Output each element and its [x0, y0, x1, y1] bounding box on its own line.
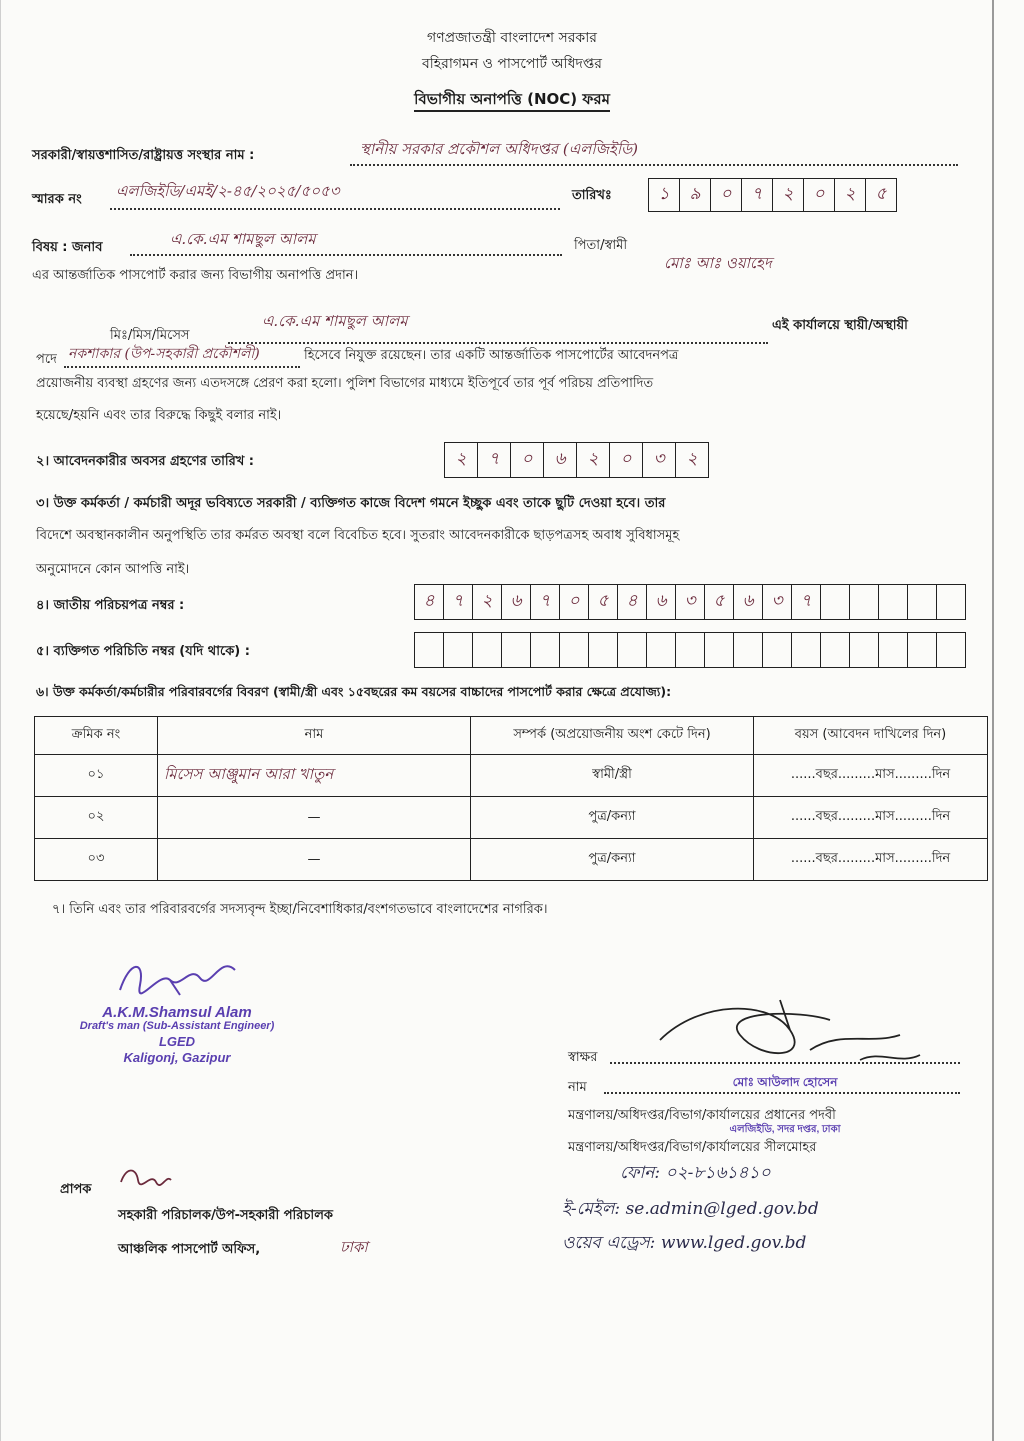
digit-box: ০ — [560, 585, 589, 619]
header-line-2: বহিরাগমন ও পাসপোর্ট অধিদপ্তর — [421, 56, 603, 72]
designation-label: মন্ত্রণালয়/অধিদপ্তর/বিভাগ/কার্যালয়ের প্রধানের পদবী — [568, 1108, 836, 1123]
digit-box: ৩ — [643, 443, 676, 477]
sign-dots — [610, 1062, 960, 1064]
digit-box — [531, 633, 560, 667]
header-line-1: গণপ্রজাতন্ত্রী বাংলাদেশ সরকার — [427, 30, 597, 46]
post-dots — [64, 366, 300, 368]
family-table — [34, 716, 988, 881]
seal-stamp-org: এলজিইডি, সদর দপ্তর, ঢাকা — [729, 1124, 841, 1135]
email: ই-মেইল: se.admin@lged.gov.bd — [562, 1199, 819, 1219]
item2-label: ২। আবেদনকারীর অবসর গ্রহণের তারিখ : — [36, 454, 254, 469]
row-serial: ০২ — [35, 797, 158, 839]
digit-box — [792, 633, 821, 667]
row-name: — — [158, 797, 471, 839]
table-row — [35, 797, 988, 839]
row-relation: স্বামী/স্ত্রী — [471, 755, 754, 797]
father-label: পিতা/স্বামী — [574, 238, 628, 253]
digit-box: ৩ — [676, 585, 705, 619]
digit-box — [705, 633, 734, 667]
digit-box — [560, 633, 589, 667]
page-edge — [0, 0, 1, 1441]
item7: ৭। তিনি এবং তার পরিবারবর্গের সদস্যবৃন্দ ইচ্ছা/নিবেশাধিকার/বংশগতভাবে বাংলাদেশের নাগরিক। — [52, 902, 548, 917]
digit-box: ০ — [511, 443, 544, 477]
digit-box: ৭ — [478, 443, 511, 477]
left-stamp-name: A.K.M.Shamsul Alam — [102, 1004, 252, 1021]
memo-dots — [110, 208, 560, 210]
digit-box — [850, 633, 879, 667]
digit-box — [937, 585, 965, 619]
name-label: নাম — [568, 1080, 587, 1095]
digit-box — [879, 633, 908, 667]
para1-dots — [228, 342, 768, 344]
memo-value: এলজিইডি/এমই/২-৪৫/২০২৫/৫০৫৩ — [116, 182, 340, 200]
page-edge — [992, 0, 994, 1441]
digit-box: ২ — [686, 449, 698, 469]
digit-box — [821, 585, 850, 619]
row-age: ......বছর.........মাস.........দিন — [754, 755, 988, 797]
digit-box — [676, 633, 705, 667]
subject-dots — [130, 254, 562, 256]
subject-name: এ.কে.এম শামছুল আলম — [170, 230, 316, 248]
nid-boxes — [414, 584, 966, 620]
col-serial: ক্রমিক নং — [35, 717, 158, 755]
digit-box: ০ — [610, 443, 643, 477]
para1-line3: প্রয়োজনীয় ব্যবস্থা গ্রহণের জন্য এতদসঙ্গে প্রেরণ করা হলো। পুলিশ বিভাগের মাধ্যমে ইতিপূর্বে তার পূর্ব পরিচয় প্রতিপাদিত — [36, 376, 654, 391]
digit-box: ০ — [804, 179, 835, 211]
digit-box — [937, 633, 965, 667]
right-signature — [640, 990, 940, 1080]
retirement-date-boxes — [444, 442, 709, 478]
web-address: ওয়েব এড্রেস: www.lged.gov.bd — [562, 1233, 807, 1253]
para1-suffix: এই কার্যালয়ে স্থায়ী/অস্থায়ী — [772, 318, 908, 333]
table-row — [35, 755, 988, 797]
left-stamp-org: LGED — [158, 1034, 196, 1049]
digit-box: ৫ — [705, 585, 734, 619]
phone: ফোন: ০২-৮১৬১৪১০ — [620, 1163, 771, 1183]
digit-box — [879, 585, 908, 619]
recipient-line-1: সহকারী পরিচালক/উপ-সহকারী পরিচালক — [118, 1208, 333, 1223]
office-dots — [350, 164, 958, 166]
digit-box: ৪ — [618, 585, 647, 619]
para1-line4: হয়েছে/হয়নি এবং তার বিরুদ্ধে কিছুই বলার নাই। — [36, 408, 282, 423]
col-age: বয়স (আবেদন দাখিলের দিন) — [754, 717, 988, 755]
post-label: পদে — [36, 352, 57, 367]
digit-box: ৫ — [589, 585, 618, 619]
seal-stamp-name: মোঃ আউলাদ হোসেন — [732, 1075, 838, 1089]
item3-line2: বিদেশে অবস্থানকালীন অনুপস্থিতি তার কর্মরত অবস্থা বলে বিবেচিত হবে। সুতরাং আবেদনকারীকে ছাড়পত্রসহ অবাধ সুবিধাসমূহ — [36, 528, 680, 543]
office-label: সরকারী/স্বায়ত্তশাসিত/রাষ্ট্রায়ত্ত সংস্থার নাম : — [32, 148, 255, 163]
para1-prefix: মিঃ/মিস/মিসেস — [110, 328, 190, 343]
para1-line2: হিসেবে নিযুক্ত রয়েছেন। তার একটি আন্তর্জাতিক পাসপোর্টের আবেদনপত্র — [304, 348, 679, 363]
digit-box — [589, 633, 618, 667]
date-label: তারিখঃ — [572, 188, 612, 203]
sign-label: স্বাক্ষর — [568, 1050, 598, 1065]
digit-box — [502, 633, 531, 667]
digit-box: ৭ — [444, 585, 473, 619]
post-value: নকশাকার (উপ-সহকারী প্রকৌশলী) — [68, 346, 260, 362]
father-name: মোঃ আঃ ওয়াহেদ — [664, 254, 772, 272]
digit-box — [647, 633, 676, 667]
item3-line3: অনুমোদনে কোন আপত্তি নাই। — [36, 562, 190, 577]
item4-label: ৪। জাতীয় পরিচয়পত্র নম্বর : — [36, 598, 185, 613]
digit-box — [734, 633, 763, 667]
subject-line-2: এর আন্তর্জাতিক পাসপোর্ট করার জন্য বিভাগীয় অনাপত্তি প্রদান। — [32, 268, 359, 283]
recipient-city: ঢাকা — [340, 1238, 368, 1256]
item5-label: ৫। ব্যক্তিগত পরিচিতি নম্বর (যদি থাকে) : — [36, 644, 250, 659]
row-age: ......বছর.........মাস.........দিন — [754, 797, 988, 839]
digit-box: ৬ — [502, 585, 531, 619]
col-name: নাম — [158, 717, 471, 755]
digit-box — [763, 633, 792, 667]
row-serial: ০১ — [35, 755, 158, 797]
left-stamp-designation: Draft's man (Sub-Assistant Engineer) — [79, 1020, 275, 1032]
row-age: ......বছর.........মাস.........দিন — [754, 839, 988, 881]
memo-label: স্মারক নং — [32, 192, 82, 207]
digit-box: ৫ — [875, 184, 887, 204]
digit-box — [473, 633, 502, 667]
seal-label: মন্ত্রণালয়/অধিদপ্তর/বিভাগ/কার্যালয়ের সীলমোহর — [568, 1140, 817, 1155]
family-table-header — [35, 717, 988, 755]
digit-box: ৩ — [763, 585, 792, 619]
row-relation: পুত্র/কন্যা — [471, 797, 754, 839]
digit-box — [618, 633, 647, 667]
digit-box: ২ — [445, 443, 478, 477]
digit-box — [908, 633, 937, 667]
digit-box: ৭ — [531, 585, 560, 619]
digit-box: ১ — [649, 179, 680, 211]
digit-box: ৬ — [544, 443, 577, 477]
row-relation: পুত্র/কন্যা — [471, 839, 754, 881]
left-stamp-place: Kaligonj, Gazipur — [123, 1050, 231, 1065]
digit-box: ৭ — [792, 585, 821, 619]
digit-box: ২ — [473, 585, 502, 619]
recipient-line-2: আঞ্চলিক পাসপোর্ট অফিস, — [118, 1242, 261, 1257]
digit-box — [908, 585, 937, 619]
digit-box: ২ — [835, 179, 866, 211]
row-name: মিসেস আঞ্জুমান আরা খাতুন — [158, 755, 471, 797]
recipient-label: প্রাপক — [60, 1182, 92, 1197]
title-wrap — [0, 88, 1024, 113]
digit-box: ৭ — [742, 179, 773, 211]
table-row — [35, 839, 988, 881]
digit-box: ৬ — [647, 585, 676, 619]
recipient-initial — [116, 1162, 176, 1192]
digit-box — [850, 585, 879, 619]
col-relation: সম্পর্ক (অপ্রয়োজনীয় অংশ কেটে দিন) — [471, 717, 754, 755]
item3-line1: ৩। উক্ত কর্মকর্তা / কর্মচারী অদূর ভবিষ্যতে সরকারী / ব্যক্তিগত কাজে বিদেশ গমনে ইচ্ছুক এবং তাকে ছুটি দেওয়া হবে। তার — [36, 496, 666, 511]
row-serial: ০৩ — [35, 839, 158, 881]
memo-date-boxes — [648, 178, 897, 212]
digit-box: ৬ — [734, 585, 763, 619]
left-signature — [110, 950, 250, 1010]
digit-box: ৪ — [415, 585, 444, 619]
digit-box: ২ — [577, 443, 610, 477]
office-value: স্থানীয় সরকার প্রকৌশল অধিদপ্তর (এলজিইডি) — [360, 140, 639, 158]
personal-id-boxes — [414, 632, 966, 668]
form-title: বিভাগীয় অনাপত্তি (NOC) ফরম — [414, 90, 610, 112]
subject-label: বিষয় : জনাব — [32, 240, 103, 255]
digit-box: ৯ — [680, 179, 711, 211]
item6-label: ৬। উক্ত কর্মকর্তা/কর্মচারীর পরিবারবর্গের বিবরণ (স্বামী/স্ত্রী এবং ১৫বছরের কম বয়সের বাচ্চাদের পাসপোর্ট করার ক্ষেত্রে প্রযোজ্য): — [36, 684, 672, 699]
row-name: — — [158, 839, 471, 881]
para1-name: এ.কে.এম শামছুল আলম — [262, 312, 408, 330]
digit-box — [415, 633, 444, 667]
digit-box: ০ — [711, 179, 742, 211]
digit-box: ২ — [773, 179, 804, 211]
digit-box — [821, 633, 850, 667]
digit-box — [444, 633, 473, 667]
